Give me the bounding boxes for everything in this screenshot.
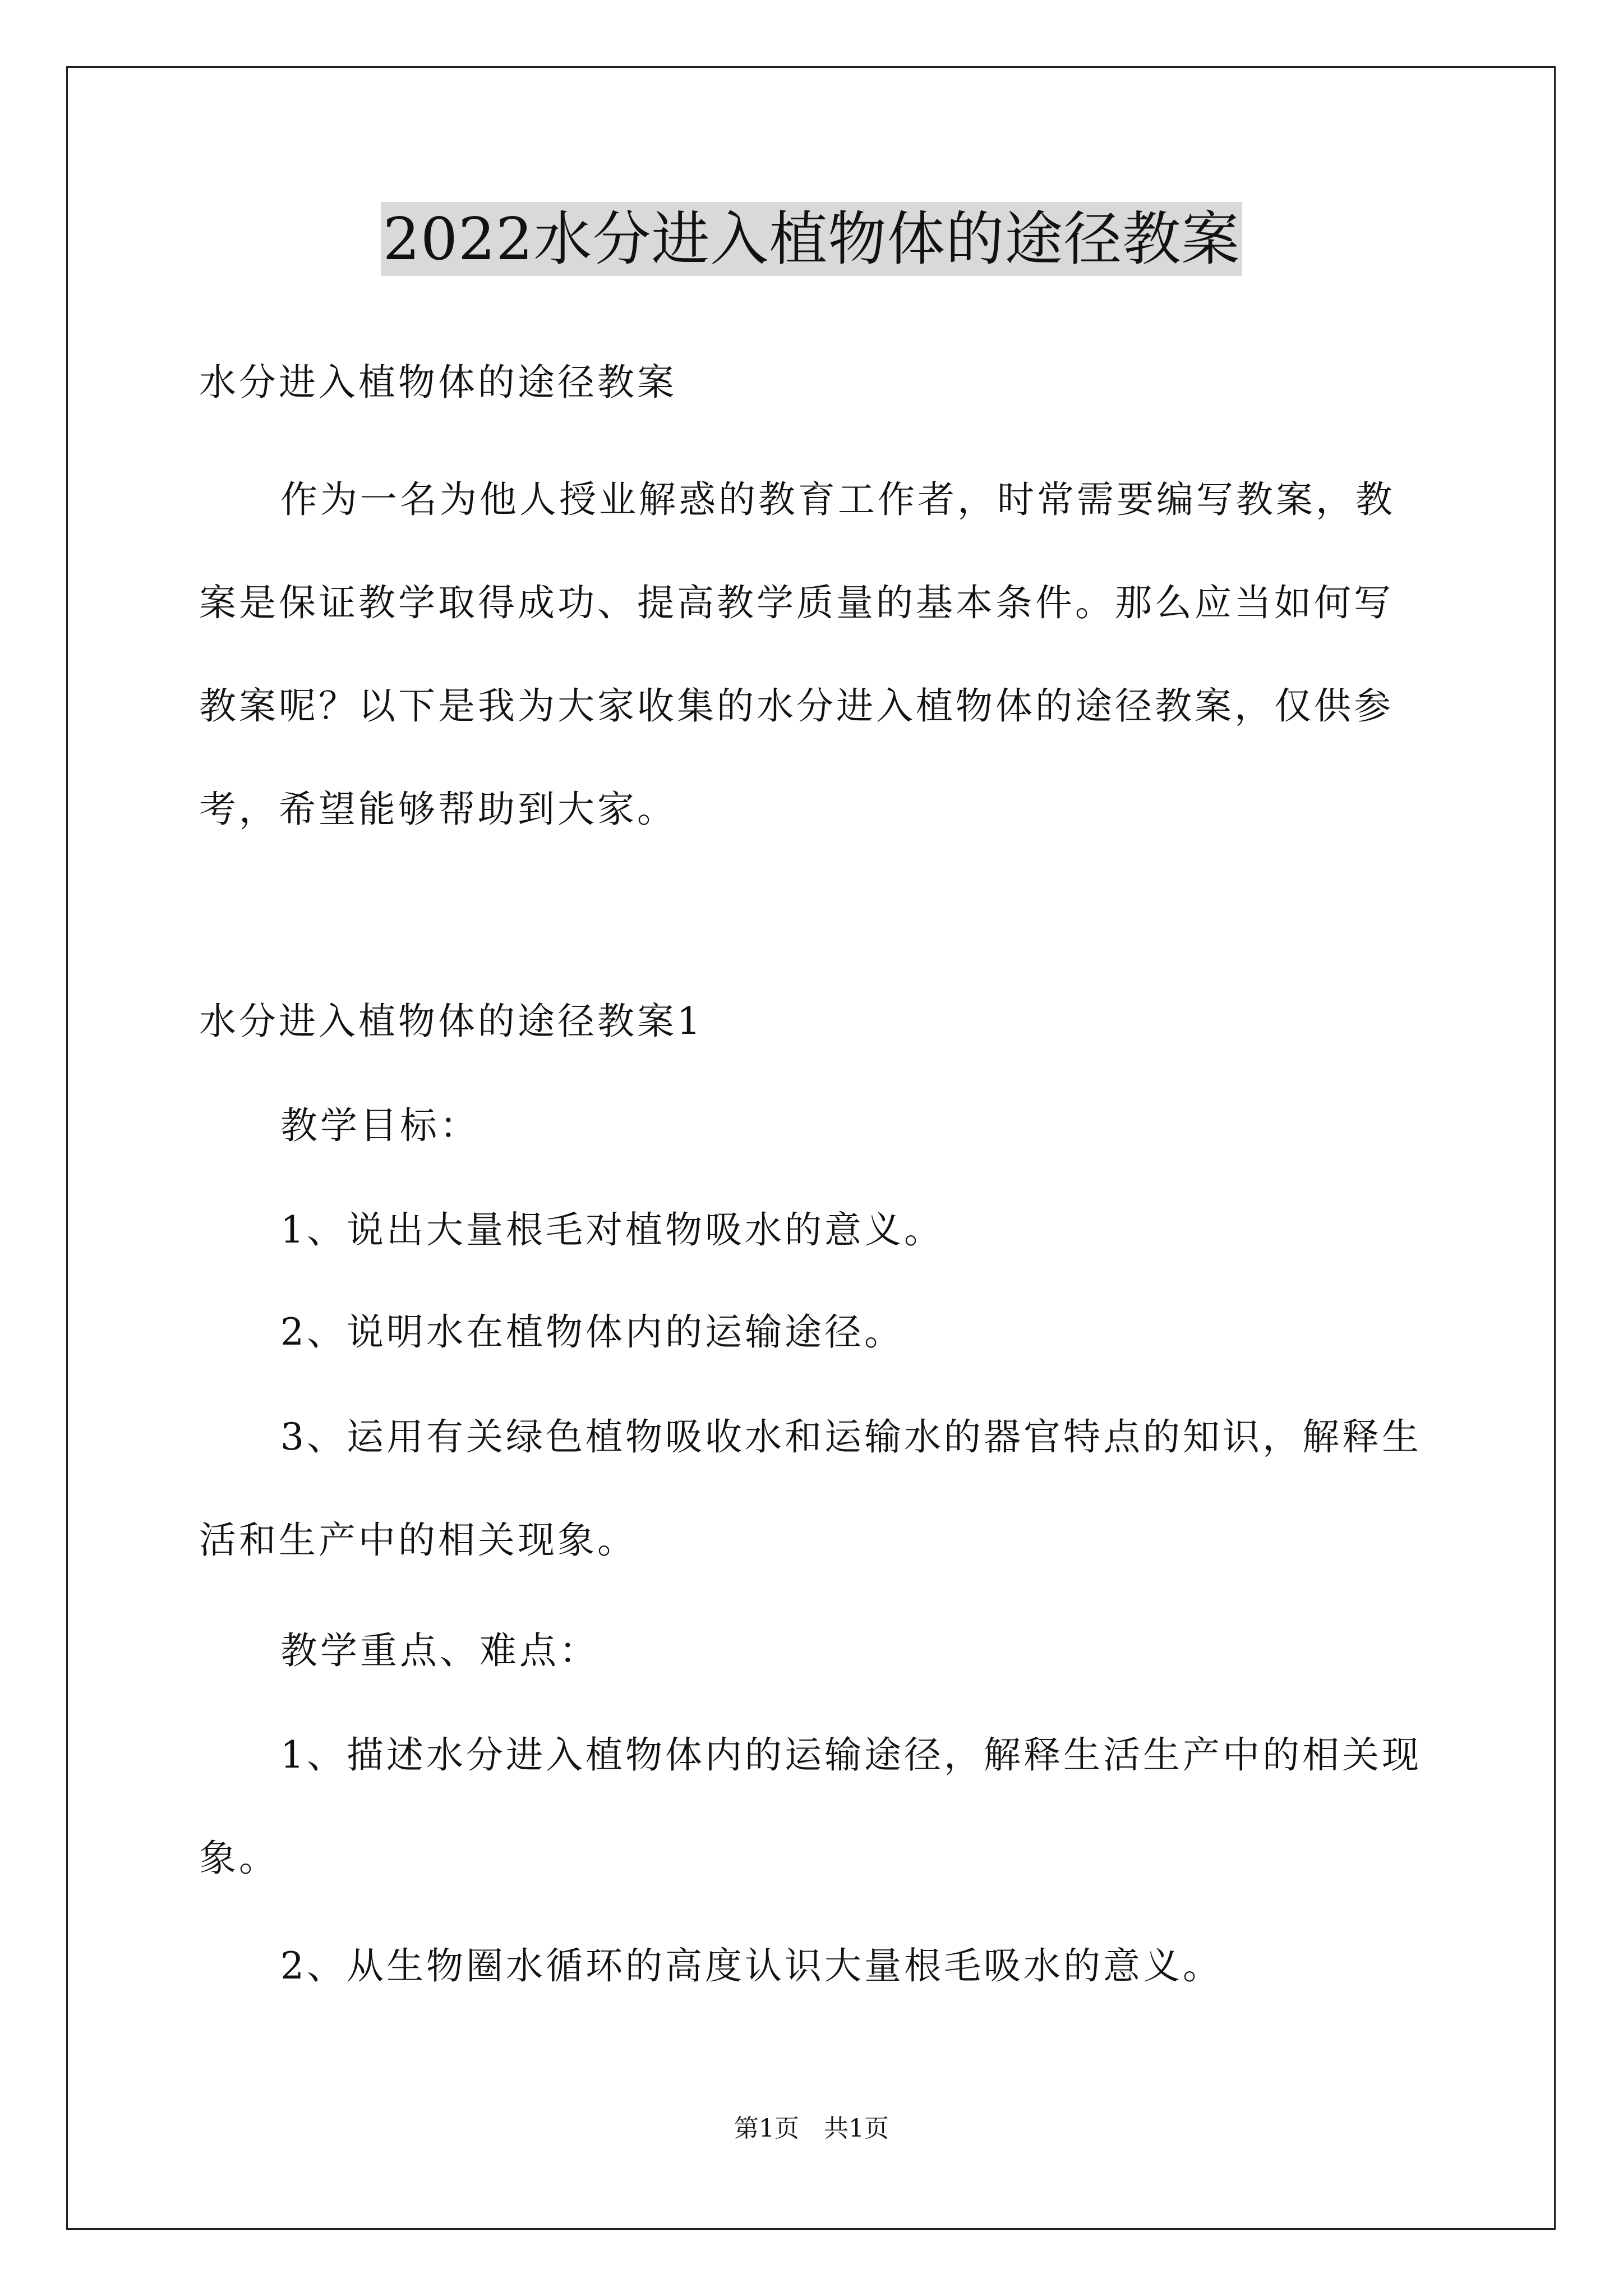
section-heading: 水分进入植物体的途径教案1 <box>199 1000 703 1043</box>
objective-item-2: 2、说明水在植物体内的运输途径。 <box>280 1310 904 1354</box>
document-title: 2022水分进入植物体的途径教案 <box>381 202 1243 276</box>
objective-item-1: 1、说出大量根毛对植物吸水的意义。 <box>280 1208 944 1251</box>
page-footer <box>0 2112 1623 2146</box>
key-point-item-1: 1、描述水分进入植物体内的运输途径，解释生活生产中的相关现象。 <box>199 1733 1422 1880</box>
key-point-item-2: 2、从生物圈水循环的高度认识大量根毛吸水的意义。 <box>280 1944 1223 1987</box>
objectives-label: 教学目标： <box>280 1104 479 1147</box>
key-points-label: 教学重点、难点： <box>280 1629 599 1672</box>
intro-paragraph: 作为一名为他人授业解惑的教育工作者，时常需要编写教案，教案是保证教学取得成功、提高教学质量的基本条件。那么应当如何写教案呢？以下是我为大家收集的水分进入植物体的途径教案，仅供参考，希望能够帮助到大家。 <box>199 478 1395 831</box>
title-container <box>0 202 1623 276</box>
page-number-label: 第1页 共1页 <box>734 2114 889 2143</box>
document-subtitle: 水分进入植物体的途径教案 <box>199 361 677 404</box>
objective-item-3: 3、运用有关绿色植物吸收水和运输水的器官特点的知识，解释生活和生产中的相关现象。 <box>199 1415 1422 1562</box>
